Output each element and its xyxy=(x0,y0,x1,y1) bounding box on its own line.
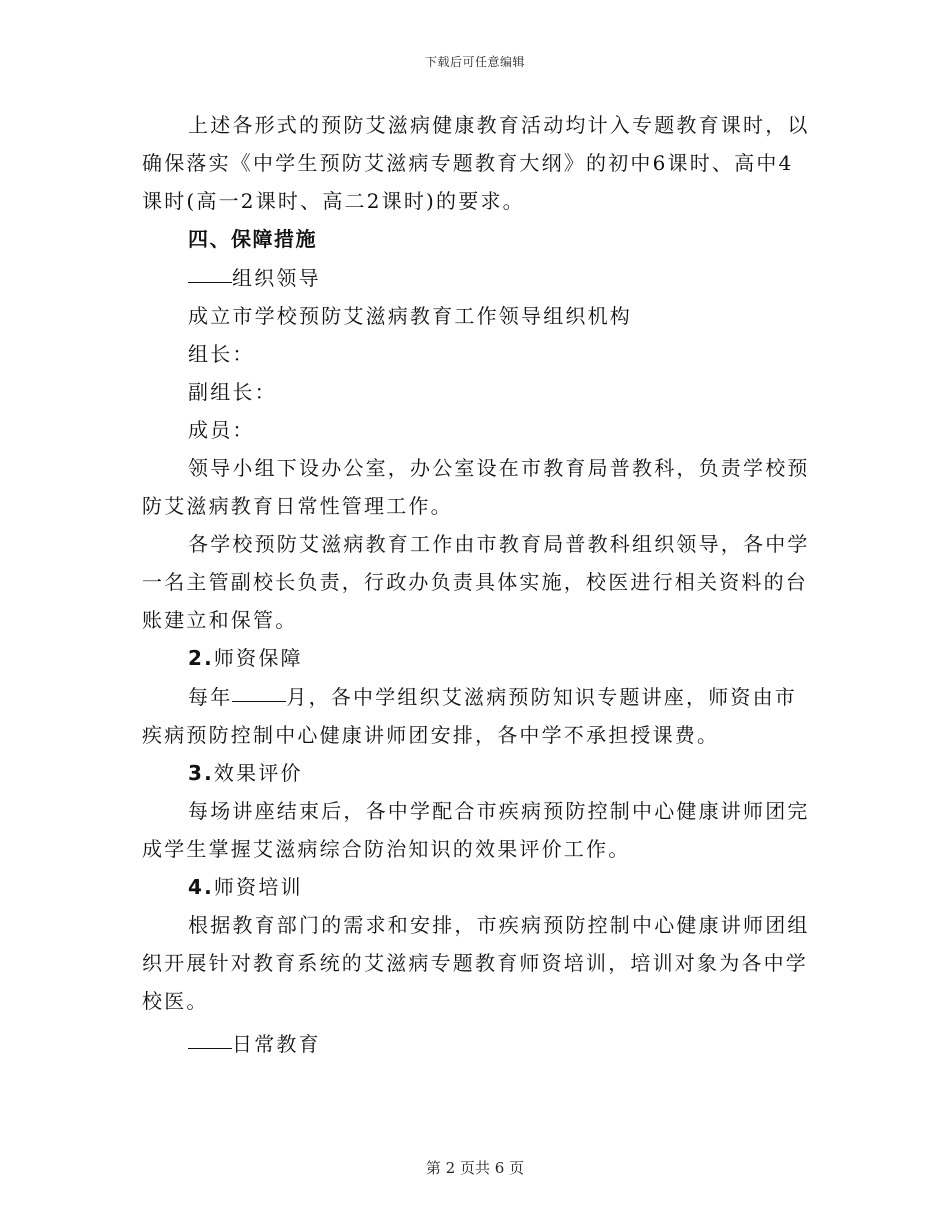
paragraph-office: 领导小组下设办公室，办公室设在市教育局普教科，负责学校预防艾滋病教育日常性管理工作。 xyxy=(142,456,810,518)
subheading-text: 师资保障 xyxy=(213,646,303,670)
subheading-text: 组织领导 xyxy=(232,266,321,290)
blank-line xyxy=(188,1024,232,1049)
subheading-teacher-support xyxy=(142,639,810,677)
paragraph-training: 根据教育部门的需求和安排，市疾病预防控制中心健康讲师团组织开展针对教育系统的艾滋病专题教育师资培训，培训对象为各中学校医。 xyxy=(142,913,810,1013)
subheading-number: 4. xyxy=(188,875,214,899)
paragraph-text-a: 每年 xyxy=(188,685,233,709)
page-header: 下载后可任意编辑 xyxy=(424,55,525,69)
paragraph-evaluation: 每场讲座结束后，各中学配合市疾病预防控制中心健康讲师团完成学生掌握艾滋病综合防治知识的效果评价工作。 xyxy=(142,799,810,861)
field-members: 成员： xyxy=(188,418,255,442)
subheading-training xyxy=(142,868,810,906)
document-body xyxy=(142,106,810,1063)
subheading-daily-education xyxy=(142,1024,810,1063)
subheading-org-leadership xyxy=(142,258,810,297)
subheading-evaluation xyxy=(142,754,810,792)
section-heading: 四、保障措施 xyxy=(188,227,317,251)
subheading-number: 3. xyxy=(188,761,214,785)
field-leader: 组长： xyxy=(188,342,255,366)
paragraph-text-b: 月，各中学组织艾滋病预防知识专题讲座，师资由市疾病预防控制中心健康讲师团安排，各中学不承担授课费。 xyxy=(142,685,798,747)
subheading-number: 2. xyxy=(188,646,214,670)
paragraph-org-body: 成立市学校预防艾滋病教育工作领导组织机构 xyxy=(188,304,632,328)
paragraph-teacher-support xyxy=(142,677,810,754)
paragraph-class-hours: 上述各形式的预防艾滋病健康教育活动均计入专题教育课时，以确保落实《中学生预防艾滋病专题教育大纲》的初中6课时、高中4课时(高一2课时、高二2课时)的要求。 xyxy=(142,113,810,213)
field-vice-leader: 副组长： xyxy=(188,380,277,404)
subheading-text: 效果评价 xyxy=(213,761,303,785)
page-footer: 第 2 页共 6 页 xyxy=(425,1159,525,1177)
blank-line xyxy=(232,677,286,702)
paragraph-responsibility: 各学校预防艾滋病教育工作由市教育局普教科组织领导，各中学一名主管副校长负责，行政办负责具体实施，校医进行相关资料的台账建立和保管。 xyxy=(142,532,810,632)
subheading-text: 师资培训 xyxy=(213,875,303,899)
blank-line xyxy=(188,258,232,283)
subheading-text: 日常教育 xyxy=(232,1032,321,1056)
